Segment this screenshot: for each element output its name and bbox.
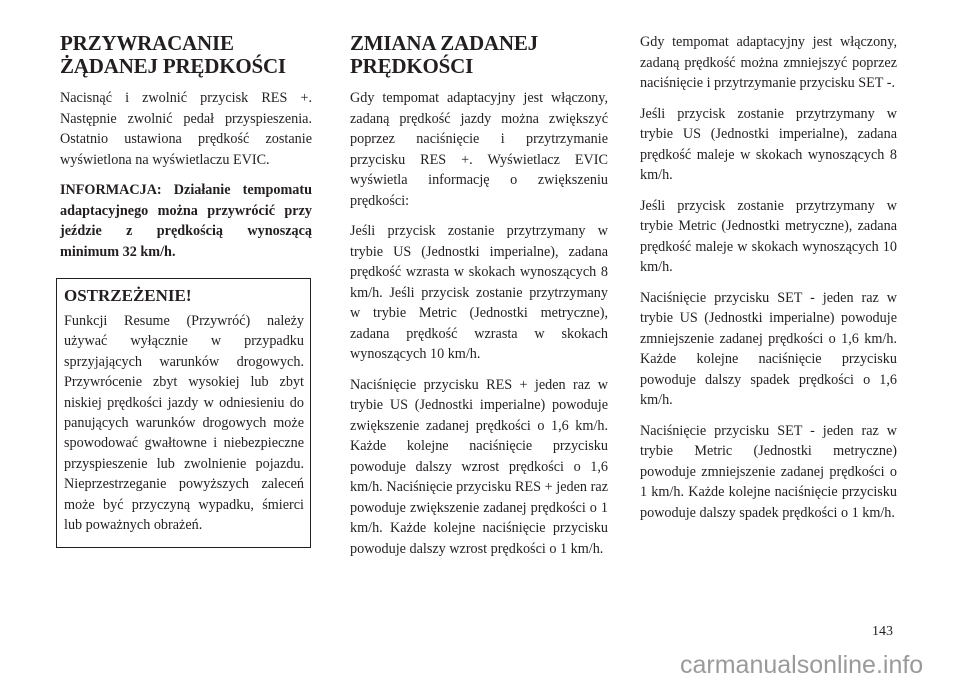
title-line-2: PRĘDKOŚCI bbox=[350, 54, 474, 78]
column-decrease-speed bbox=[640, 32, 897, 533]
decrease-speed-paragraph: Gdy tempomat adaptacyjny jest włączony, zadaną prędkość można zmniejszyć poprzez naciśnięcie i przytrzymanie przycisku SET -. bbox=[640, 34, 897, 91]
title-line-1: ZMIANA ZADANEJ bbox=[350, 31, 538, 55]
press-decrease-us-paragraph: Naciśnięcie przycisku SET - jeden raz w trybie US (Jednostki imperialne) powoduje zmniejszenie zadanej prędkości o 1,6 km/h. Każde kolejne naciśnięcie przycisku powoduje dalszy spadek prędkości o 1,6 km/h. bbox=[640, 289, 897, 408]
section-title-change-speed bbox=[350, 32, 608, 78]
title-line-2: ŻĄDANEJ PRĘDKOŚCI bbox=[60, 54, 286, 78]
info-note: INFORMACJA: Działanie tempomatu adaptacyjnego można przywrócić przy jeździe z prędkością wynoszącą minimum 32 km/h. bbox=[60, 182, 312, 260]
warning-box bbox=[56, 278, 311, 548]
warning-title: OSTRZEŻENIE! bbox=[64, 286, 192, 305]
hold-decrease-metric-paragraph: Jeśli przycisk zostanie przytrzymany w trybie Metric (Jednostki metryczne), zadana prędkość maleje w skokach wynoszących 10 km/h. bbox=[640, 197, 897, 275]
watermark: carmanualsonline.info bbox=[680, 651, 924, 679]
page-number: 143 bbox=[872, 624, 893, 639]
resume-instructions-paragraph: Nacisnąć i zwolnić przycisk RES +. Następnie zwolnić pedał przyspieszenia. Ostatnio ustawiona prędkość zostanie wyświetlona na wyświetlaczu EVIC. bbox=[60, 90, 312, 168]
column-resume-speed bbox=[60, 32, 312, 272]
section-title-resume-speed bbox=[60, 32, 312, 78]
press-decrease-metric-paragraph: Naciśnięcie przycisku SET - jeden raz w trybie Metric (Jednostki metryczne) powoduje zmniejszenie zadanej prędkości o 1 km/h. Każde kolejne naciśnięcie przycisku powoduje dalszy spadek prędkości o 1 km/h. bbox=[640, 422, 897, 521]
hold-decrease-us-paragraph: Jeśli przycisk zostanie przytrzymany w trybie US (Jednostki imperialne), zadana prędkość maleje w skokach wynoszących 8 km/h. bbox=[640, 105, 897, 183]
increase-speed-paragraph: Gdy tempomat adaptacyjny jest włączony, zadaną prędkość jazdy można zwiększyć poprzez naciśnięcie i przytrzymanie przycisku RES +. Wyświetlacz EVIC wyświetla informację o zwiększeniu prędkości: bbox=[350, 90, 608, 209]
title-line-1: PRZYWRACANIE bbox=[60, 31, 234, 55]
warning-text: Funkcji Resume (Przywróć) należy używać wyłącznie w przypadku sprzyjających warunków drogowych. Przywrócenie zbyt wysokiej lub zbyt niskiej prędkości jazdy w odniesieniu do panujących warunków drogowych może spowodować gwałtowne i niebezpieczne przyspieszenie lub zwolnienie pojazdu. Nieprzestrzeganie powyższych zaleceń może być przyczyną wypadku, śmierci lub poważnych obrażeń. bbox=[64, 313, 304, 534]
hold-increase-paragraph: Jeśli przycisk zostanie przytrzymany w trybie US (Jednostki imperialne), zadana prędkość wzrasta w skokach wynoszących 8 km/h. Jeśli przycisk zostanie przytrzymany w trybie Metric (Jednostki metryczne), zadana prędkość wzrasta w skokach wynoszących 10 km/h. bbox=[350, 223, 608, 362]
press-increase-paragraph: Naciśnięcie przycisku RES + jeden raz w trybie US (Jednostki imperialne) powoduje zwiększenie zadanej prędkości o 1,6 km/h. Każde kolejne naciśnięcie przycisku powoduje dalszy wzrost prędkości o 1,6 km/h. Naciśnięcie przycisku RES + jeden raz powoduje zwiększenie zadanej prędkości o 1 km/h. Każde kolejne naciśnięcie przycisku powoduje dalszy wzrost prędkości o 1 km/h. bbox=[350, 376, 608, 557]
column-change-speed bbox=[350, 32, 608, 569]
